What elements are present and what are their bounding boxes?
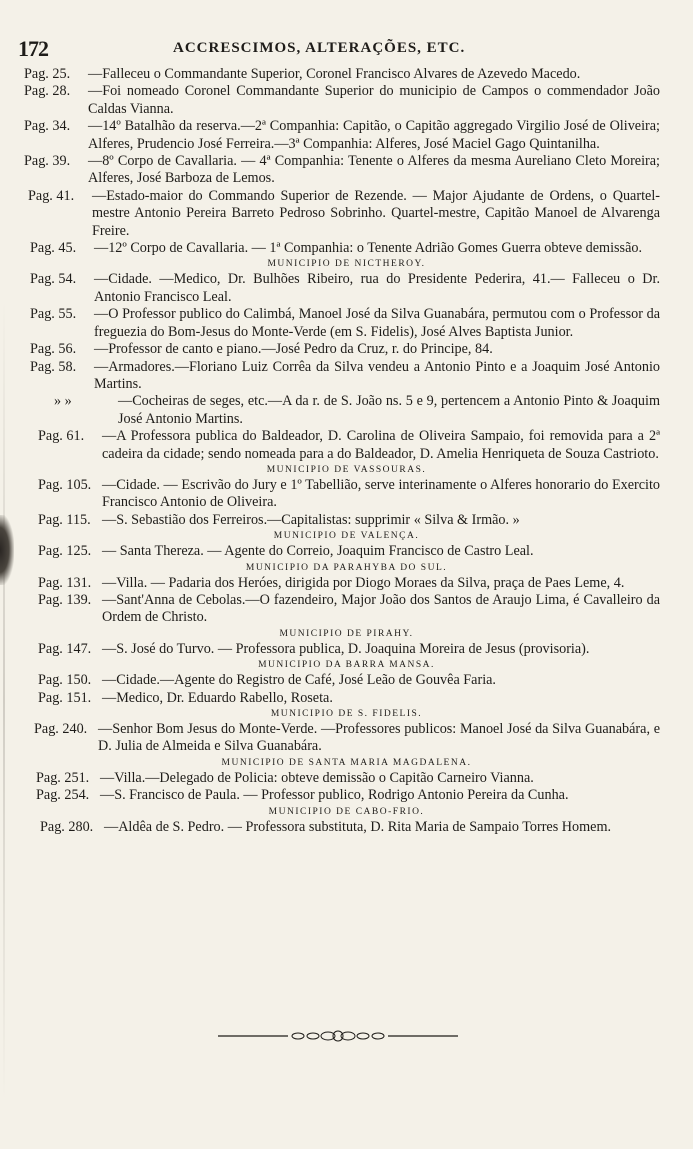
municipio-heading: MUNICIPIO DE VALENÇA. [273, 531, 420, 542]
page-reference: Pag. 147. [38, 640, 92, 657]
entry [28, 188, 660, 240]
entry-text: —Sant'Anna de Cebolas.—O fazendeiro, Major João dos Santos de Araujo Lima, é Cavalleiro da Ordem de Christo. [102, 591, 660, 626]
municipio-heading: MUNICIPIO DE VASSOURAS. [266, 464, 427, 475]
entry-text: —S. José do Turvo. — Professora publica, D. Joaquina Moreira de Jesus (provisoria). [102, 640, 590, 657]
entry [30, 306, 660, 341]
page-reference: Pag. 240. [34, 721, 88, 737]
page-body [0, 66, 693, 836]
entry-text: —Cidade. —Medico, Dr. Bulhões Ribeiro, rua do Presidente Pederira, 41.— Falleceu o Dr. Antonio Francisco Leal. [94, 271, 660, 305]
entry [30, 359, 660, 394]
entry-text: —Cocheiras de seges, etc.—A da r. de S. João ns. 5 e 9, pertencem a Antonio Pinto & Joaquim José Antonio Martins. [118, 393, 660, 427]
entry-text: —Villa.—Delegado de Policia: obteve demissão o Capitão Carneiro Vianna. [100, 769, 534, 786]
page-reference: Pag. 131. [38, 574, 92, 591]
page-reference: Pag. 41. [28, 187, 75, 204]
page-reference: Pag. 280. [40, 818, 94, 835]
municipio-heading: MUNICIPIO DE S. FIDELIS. [270, 709, 423, 719]
page-header [18, 36, 678, 60]
entry [38, 592, 660, 627]
entry [30, 271, 660, 306]
page-reference: Pag. 105. [38, 476, 92, 493]
page-reference: Pag. 39. [24, 153, 71, 170]
entry [24, 83, 660, 118]
entry-text: —Armadores.—Floriano Luiz Corrêa da Silva vendeu a Antonio Pinto e a Joaquim José Antonio Martins. [94, 358, 660, 392]
entry [38, 575, 660, 592]
page-reference: Pag. 125. [38, 543, 92, 560]
municipio-heading: MUNICIPIO DE CABO-FRIO. [268, 806, 425, 817]
entry-text: —Falleceu o Commandante Superior, Coronel Francisco Alvares de Azevedo Macedo. [88, 66, 581, 82]
page-reference: Pag. 58. [30, 358, 77, 375]
entry-text: — Santa Thereza. — Agente do Correio, Joaquim Francisco de Castro Leal. [102, 543, 534, 560]
page-reference: Pag. 25. [24, 66, 71, 82]
entry [30, 341, 660, 358]
entry [24, 66, 660, 83]
entry-text: —S. Sebastião dos Ferreiros.—Capitalistas: supprimir « Silva & Irmão. » [102, 511, 520, 528]
page-reference: Pag. 151. [38, 689, 92, 706]
entry-text: —14º Batalhão da reserva.—2ª Companhia: Capitão, o Capitão aggregado Virgilio José de Oliveira; Alferes, Prudencio José Ferreira.—3ª Companhia: Alferes, José Maciel Gago Quintanilha. [88, 118, 660, 152]
entry-text: —8º Corpo de Cavallaria. — 4ª Companhia: Tenente o Alferes da mesma Aureliano Cleto Moreira; Alferes, José Barboza de Lemos. [88, 153, 660, 187]
entry-text: —S. Francisco de Paula. — Professor publico, Rodrigo Antonio Pereira da Cunha. [100, 787, 569, 804]
page-reference: Pag. 56. [30, 341, 77, 358]
entry-text: —A Professora publica do Baldeador, D. Carolina de Oliveira Sampaio, foi removida para a 2ª cadeira da cidade; sendo nomeada para a do Baldeador, D. Amelia Henriqueta de Souza Castrioto. [102, 428, 660, 462]
entry [34, 721, 660, 756]
entry [38, 512, 660, 529]
entry [40, 819, 660, 836]
entry [38, 477, 660, 512]
municipio-heading: MUNICIPIO DE SANTA MARIA MAGDALENA. [221, 757, 472, 768]
page-reference: Pag. 55. [30, 306, 77, 323]
page-reference: Pag. 61. [38, 428, 85, 445]
entry [38, 543, 660, 560]
entry-text: —Cidade.—Agente do Registro de Café, José Leão de Gouvêa Faria. [102, 672, 496, 689]
entry-text: —Senhor Bom Jesus do Monte-Verde. —Professores publicos: Manoel José da Silva Guanabára, e D. Julia de Almeida e Silva Guanabára. [98, 721, 660, 755]
page-reference: Pag. 34. [24, 118, 71, 135]
page-reference: Pag. 251. [36, 769, 90, 786]
page-reference: Pag. 115. [38, 511, 91, 528]
page-reference: Pag. 54. [30, 271, 77, 288]
entry-text: —O Professor publico do Calimbá, Manoel José da Silva Guanabára, permutou com o Professor da freguezia do Bom-Jesus do Monte-Verde (em S. Fidelis), José Alves Baptista Junior. [94, 306, 660, 340]
entry [30, 240, 660, 257]
municipio-heading: MUNICIPIO DE NICTHEROY. [267, 259, 426, 270]
page-reference: Pag. 45. [30, 240, 77, 257]
entry-text: —Foi nomeado Coronel Commandante Superior do municipio de Campos o commendador João Caldas Vianna. [88, 83, 660, 117]
page-number: 172 [18, 36, 48, 61]
municipio-heading: MUNICIPIO DA PARAHYBA DO SUL. [245, 562, 448, 573]
entry-text: —12º Corpo de Cavallaria. — 1ª Companhia: o Tenente Adrião Gomes Guerra obteve demissão. [94, 240, 643, 257]
entry-text: —Estado-maior do Commando Superior de Rezende. — Major Ajudante de Ordens, o Quartel-mestre Antonio Pereira Barreto Pedroso Sobrinho. Quartel-mestre, Capitão Manoel de Alvarenga Freire. [92, 187, 660, 239]
entry [24, 153, 660, 188]
page-reference: Pag. 28. [24, 83, 71, 100]
entry-text: —Villa. — Padaria dos Heróes, dirigida por Diogo Moraes da Silva, praça de Paes Leme, 4. [102, 574, 625, 591]
entry [38, 672, 660, 689]
running-title: ACCRESCIMOS, ALTERAÇÕES, ETC. [173, 40, 466, 56]
entry [38, 428, 660, 463]
entry-text: —Aldêa de S. Pedro. — Professora substituta, D. Rita Maria de Sampaio Torres Homem. [104, 818, 612, 835]
entry [38, 690, 660, 707]
entry [36, 787, 660, 804]
municipio-heading: MUNICIPIO DA BARRA MANSA. [258, 660, 435, 671]
page-reference: Pag. 139. [38, 591, 92, 608]
page-reference: Pag. 254. [36, 787, 90, 804]
entry-text: —Professor de canto e piano.—José Pedro da Cruz, r. do Principe, 84. [94, 341, 493, 358]
entry-text: —Medico, Dr. Eduardo Rabello, Roseta. [102, 689, 333, 706]
closing-ornament [218, 1030, 458, 1042]
entry [24, 118, 660, 153]
entry-text: —Cidade. — Escrivão do Jury e 1º Tabellião, serve interinamente o Alferes honorario do Exercito Francisco Antonio de Oliveira. [102, 476, 660, 511]
page-reference: Pag. 150. [38, 672, 92, 689]
municipio-heading: MUNICIPIO DE PIRAHY. [279, 628, 414, 639]
entry [36, 770, 660, 787]
entry [54, 393, 660, 428]
page-reference: » » [54, 393, 72, 410]
entry [38, 641, 660, 658]
